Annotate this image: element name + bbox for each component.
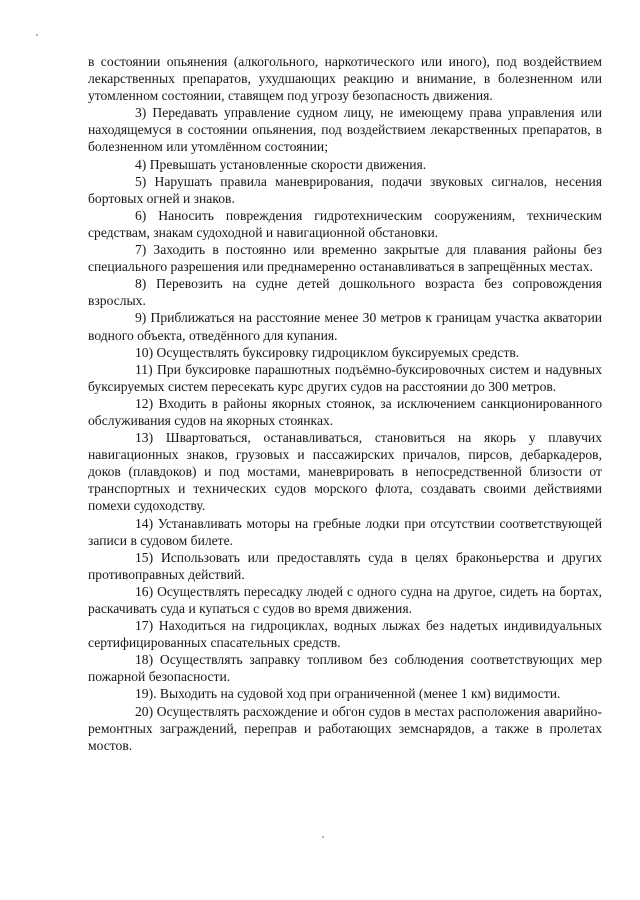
scan-speck <box>322 836 324 838</box>
paragraph-continuation: в состоянии опьянения (алкогольного, наркотического или иного), под воздействием лекарственных препаратов, ухудшающих реакцию и внимание, в болезненном или утомленном состоянии, ставящем под угрозу безопасность движения. <box>88 54 602 104</box>
rule-item-4: 4) Превышать установленные скорости движения. <box>135 156 427 172</box>
rule-item-12: 12) Входить в районы якорных стоянок, за исключением санкционированного обслуживания судов на якорных стоянках. <box>88 395 602 428</box>
rule-item-15: 15) Использовать или предоставлять суда в целях браконьерства и других противоправных действий. <box>88 549 602 582</box>
rule-item-11: 11) При буксировке парашютных подъёмно-буксировочных систем и надувных буксируемых систем пересекать курс других судов на расстоянии до 300 метров. <box>88 361 602 394</box>
rule-item-10: 10) Осуществлять буксировку гидроциклом буксируемых средств. <box>135 344 520 360</box>
rule-item-3: 3) Передавать управление судном лицу, не имеющему права управления или находящемуся в состоянии опьянения, под воздействием лекарственных препаратов, в болезненном или утомлённом состоянии; <box>88 105 602 155</box>
scan-speck <box>36 34 38 36</box>
rule-item-7: 7) Заходить в постоянно или временно закрытые для плавания районы без специального разрешения или преднамеренно останавливаться в запрещённых местах. <box>88 242 602 275</box>
rule-item-8: 8) Перевозить на судне детей дошкольного возраста без сопровождения взрослых. <box>88 276 602 309</box>
rule-item-9: 9) Приближаться на расстояние менее 30 метров к границам участка акватории водного объекта, отведённого для купания. <box>88 310 602 343</box>
rule-item-16: 16) Осуществлять пересадку людей с одного судна на другое, сидеть на бортах, раскачивать суда и купаться с судов во время движения. <box>88 583 602 616</box>
rule-item-5: 5) Нарушать правила маневрирования, подачи звуковых сигналов, несения бортовых огней и знаков. <box>88 173 602 206</box>
rule-item-6: 6) Наносить повреждения гидротехническим сооружениям, техническим средствам, знакам судоходной и навигационной обстановки. <box>88 207 602 240</box>
rule-item-20: 20) Осуществлять расхождение и обгон судов в местах расположения аварийно-ремонтных заграждений, переправ и работающих земснарядов, а также в пролетах мостов. <box>88 703 602 753</box>
rule-item-18: 18) Осуществлять заправку топливом без соблюдения соответствующих мер пожарной безопасности. <box>88 652 602 685</box>
rule-item-19: 19). Выходить на судовой ход при ограниченной (менее 1 км) видимости. <box>135 686 561 702</box>
rule-item-13: 13) Швартоваться, останавливаться, становиться на якорь у плавучих навигационных знаков, грузовых и пассажирских причалов, пирсов, дебаркадеров, доков (плавдоков) и под мостами, маневрировать в непосредственной близости от транспортных и технических судов морского флота, создавать своими действиями помехи судоходству. <box>88 430 602 514</box>
document-body <box>88 53 602 754</box>
rule-item-14: 14) Устанавливать моторы на гребные лодки при отсутствии соответствующей записи в судовом билете. <box>88 515 602 548</box>
rule-item-17: 17) Находиться на гидроциклах, водных лыжах без надетых индивидуальных сертифицированных спасательных средств. <box>88 618 602 651</box>
